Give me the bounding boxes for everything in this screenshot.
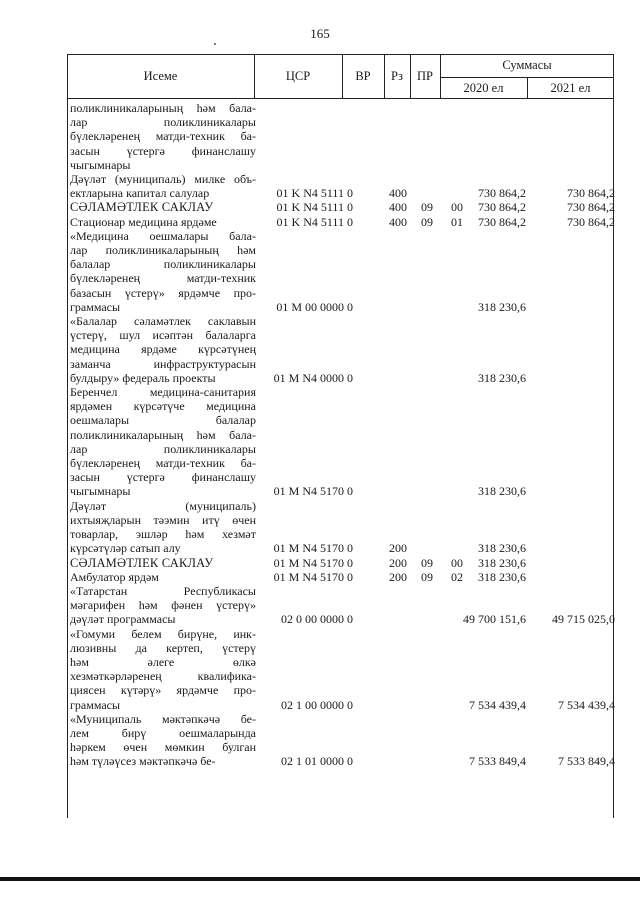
header-vr: ВР bbox=[355, 69, 371, 83]
row-name-line: «Муниципаль мәктәпкәчә бе- bbox=[70, 711, 256, 726]
row-name-line: үстерү, шул исәптән балаларга bbox=[70, 328, 256, 343]
row-rz: 09 bbox=[421, 200, 433, 215]
row-name-line: засын үстергә финанслашу bbox=[70, 470, 256, 485]
table-row bbox=[67, 215, 614, 229]
row-sum-2021: 49 715 025,0 bbox=[552, 612, 615, 627]
row-sum-2021: 730 864,2 bbox=[567, 200, 615, 215]
row-name-line: циясен күтәрү» ярдәмче про- bbox=[70, 683, 256, 698]
row-name-line: «Татарстан Республикасы bbox=[70, 583, 256, 598]
row-name-line: поликлиникаларының һәм бала- bbox=[70, 101, 256, 115]
row-name-line: лем бирү оешмаларында bbox=[70, 725, 256, 740]
row-name-line: бүлекләренең матди-техник ба- bbox=[70, 129, 256, 144]
row-csr: 01 M N4 0000 0 bbox=[273, 370, 353, 385]
row-pr: 00 bbox=[451, 200, 463, 215]
row-name bbox=[67, 200, 256, 214]
row-name-line: Дәүләт (муниципаль) bbox=[70, 498, 256, 513]
table-row bbox=[67, 570, 614, 584]
row-name-line: Стационар медицина ярдәме bbox=[70, 214, 217, 229]
row-name-line: ектларына капитал салулар bbox=[70, 186, 210, 201]
row-sum-2020: 7 534 439,4 bbox=[469, 697, 526, 712]
row-sum-2020: 49 700 151,6 bbox=[463, 612, 526, 627]
header-csr: ЦСР bbox=[285, 69, 311, 83]
row-name-line: һәм әлеге өлкә bbox=[70, 654, 256, 669]
row-csr: 01 K N4 5111 0 bbox=[276, 214, 353, 229]
row-name-line: Дәүләт (муниципаль) милке объ- bbox=[70, 172, 256, 187]
row-csr: 01 K N4 5111 0 bbox=[276, 186, 353, 201]
row-name bbox=[67, 215, 256, 229]
table-row bbox=[67, 314, 614, 385]
row-csr: 01 M N4 5170 0 bbox=[273, 484, 353, 499]
row-rz: 09 bbox=[421, 555, 433, 570]
row-sum-2020: 318 230,6 bbox=[478, 555, 526, 570]
row-name-line: СӘЛАМӘТЛЕК САКЛАУ bbox=[70, 555, 214, 570]
row-csr: 02 1 01 0000 0 bbox=[281, 754, 353, 769]
row-name-line: чыгымнары bbox=[70, 484, 131, 499]
row-name-line: СӘЛАМӘТЛЕК САКЛАУ bbox=[70, 200, 214, 215]
row-vr: 200 bbox=[389, 569, 407, 584]
table-row bbox=[67, 584, 614, 627]
page-number: 165 bbox=[310, 26, 330, 41]
header-pr: ПР bbox=[417, 69, 433, 83]
table-row bbox=[67, 627, 614, 712]
row-sum-2020: 7 533 849,4 bbox=[469, 754, 526, 769]
table-row bbox=[67, 229, 614, 314]
table-body bbox=[67, 101, 614, 769]
header-bottom-border bbox=[67, 98, 614, 99]
row-name bbox=[67, 101, 256, 172]
table-row bbox=[67, 712, 614, 769]
row-csr: 02 1 00 0000 0 bbox=[281, 697, 353, 712]
row-name-line: бүлекләренең матди-техник bbox=[70, 271, 256, 286]
header-rz: Рз bbox=[391, 69, 403, 83]
row-pr: 00 bbox=[451, 555, 463, 570]
row-sum-2020: 730 864,2 bbox=[478, 214, 526, 229]
row-sum-2021: 730 864,2 bbox=[567, 214, 615, 229]
row-sum-2021: 7 533 849,4 bbox=[558, 754, 615, 769]
row-name-line: «Медицина оешмалары бала- bbox=[70, 228, 256, 243]
row-sum-2020: 730 864,2 bbox=[478, 200, 526, 215]
table-row bbox=[67, 385, 614, 499]
row-name-line: люзивны да кертеп, үстерү bbox=[70, 640, 256, 655]
row-name bbox=[67, 584, 256, 627]
row-name bbox=[67, 172, 256, 200]
table-row bbox=[67, 200, 614, 214]
row-vr: 200 bbox=[389, 541, 407, 556]
header-year-2020: 2020 ел bbox=[463, 81, 504, 95]
row-name-line: заманча инфраструктурасын bbox=[70, 356, 256, 371]
row-rz: 09 bbox=[421, 214, 433, 229]
row-name bbox=[67, 627, 256, 712]
row-sum-2020: 318 230,6 bbox=[478, 370, 526, 385]
row-pr: 02 bbox=[451, 569, 463, 584]
row-name-line: ярдәмен күрсәтүче медицина bbox=[70, 399, 256, 414]
row-name-line: бүлекләренең матди-техник ба- bbox=[70, 456, 256, 471]
row-name bbox=[67, 314, 256, 385]
row-name bbox=[67, 385, 256, 499]
row-name-line: граммасы bbox=[70, 697, 121, 712]
row-csr: 01 M 00 0000 0 bbox=[276, 299, 353, 314]
row-name bbox=[67, 229, 256, 314]
row-name-line: булдыру» федераль проекты bbox=[70, 370, 216, 385]
row-name bbox=[67, 556, 256, 570]
row-name-line: ихтыяҗларын тәэмин итү өчен bbox=[70, 512, 256, 527]
row-name-line: засын үстергә финанслашу bbox=[70, 143, 256, 158]
row-vr: 400 bbox=[389, 214, 407, 229]
row-name-line: медицина ярдәме күрсәтүнең bbox=[70, 342, 256, 357]
row-sum-2020: 318 230,6 bbox=[478, 541, 526, 556]
row-name-line: граммасы bbox=[70, 299, 121, 314]
row-name bbox=[67, 712, 256, 769]
row-name-line: лар поликлиникаларының һәм bbox=[70, 243, 256, 258]
row-name-line: лар поликлиникалары bbox=[70, 441, 256, 456]
row-name bbox=[67, 570, 256, 584]
row-pr: 01 bbox=[451, 214, 463, 229]
row-name-line: поликлиникаларының һәм бала- bbox=[70, 427, 256, 442]
page-bottom-border bbox=[0, 877, 640, 881]
row-csr: 01 K N4 5111 0 bbox=[276, 200, 353, 215]
header-name: Исеме bbox=[143, 69, 178, 83]
row-csr: 01 M N4 5170 0 bbox=[273, 555, 353, 570]
row-name-line: һәм түләүсез мәктәпкәчә бе- bbox=[70, 754, 216, 769]
row-name-line: Беренчел медицина-санитария bbox=[70, 385, 256, 400]
row-name-line: чыгымнары bbox=[70, 157, 131, 172]
row-sum-2020: 318 230,6 bbox=[478, 299, 526, 314]
row-vr: 400 bbox=[389, 200, 407, 215]
row-name-line: «Гомуми белем бирүне, инк- bbox=[70, 626, 256, 641]
row-name-line: күрсәтүләр сатып алу bbox=[70, 541, 181, 556]
row-name-line: базасын үстерү» ярдәмче про- bbox=[70, 285, 256, 300]
row-name-line: Амбулатор ярдәм bbox=[70, 569, 159, 584]
row-sum-2021: 7 534 439,4 bbox=[558, 697, 615, 712]
row-name-line: балалар поликлиникалары bbox=[70, 257, 256, 272]
table-row bbox=[67, 499, 614, 556]
table-row bbox=[67, 101, 614, 172]
row-sum-2020: 318 230,6 bbox=[478, 484, 526, 499]
row-name bbox=[67, 499, 256, 556]
row-name-line: дәүләт программасы bbox=[70, 612, 176, 627]
scan-speck bbox=[214, 43, 216, 45]
row-rz: 09 bbox=[421, 569, 433, 584]
row-name-line: «Балалар сәламәтлек саклавын bbox=[70, 314, 256, 329]
header-year-2021: 2021 ел bbox=[550, 81, 591, 95]
row-sum-2021: 730 864,2 bbox=[567, 186, 615, 201]
row-csr: 01 M N4 5170 0 bbox=[273, 569, 353, 584]
row-vr: 400 bbox=[389, 186, 407, 201]
row-vr: 200 bbox=[389, 555, 407, 570]
row-csr: 01 M N4 5170 0 bbox=[273, 541, 353, 556]
table-top-border bbox=[67, 54, 614, 55]
table-row bbox=[67, 556, 614, 570]
row-sum-2020: 730 864,2 bbox=[478, 186, 526, 201]
row-csr: 02 0 00 0000 0 bbox=[281, 612, 353, 627]
row-name-line: һәркем өчен мөмкин булган bbox=[70, 740, 256, 755]
row-name-line: хезмәткәрләренең квалифика- bbox=[70, 669, 256, 684]
row-name-line: товарлар, эшләр һәм хезмәт bbox=[70, 527, 256, 542]
row-name-line: лар поликлиникалары bbox=[70, 115, 256, 130]
row-name-line: мәгарифен һәм фәнен үстерү» bbox=[70, 598, 256, 613]
row-name-line: оешмалары балалар bbox=[70, 413, 256, 428]
table-row bbox=[67, 172, 614, 200]
header-sums: Суммасы bbox=[502, 58, 552, 72]
row-sum-2020: 318 230,6 bbox=[478, 569, 526, 584]
